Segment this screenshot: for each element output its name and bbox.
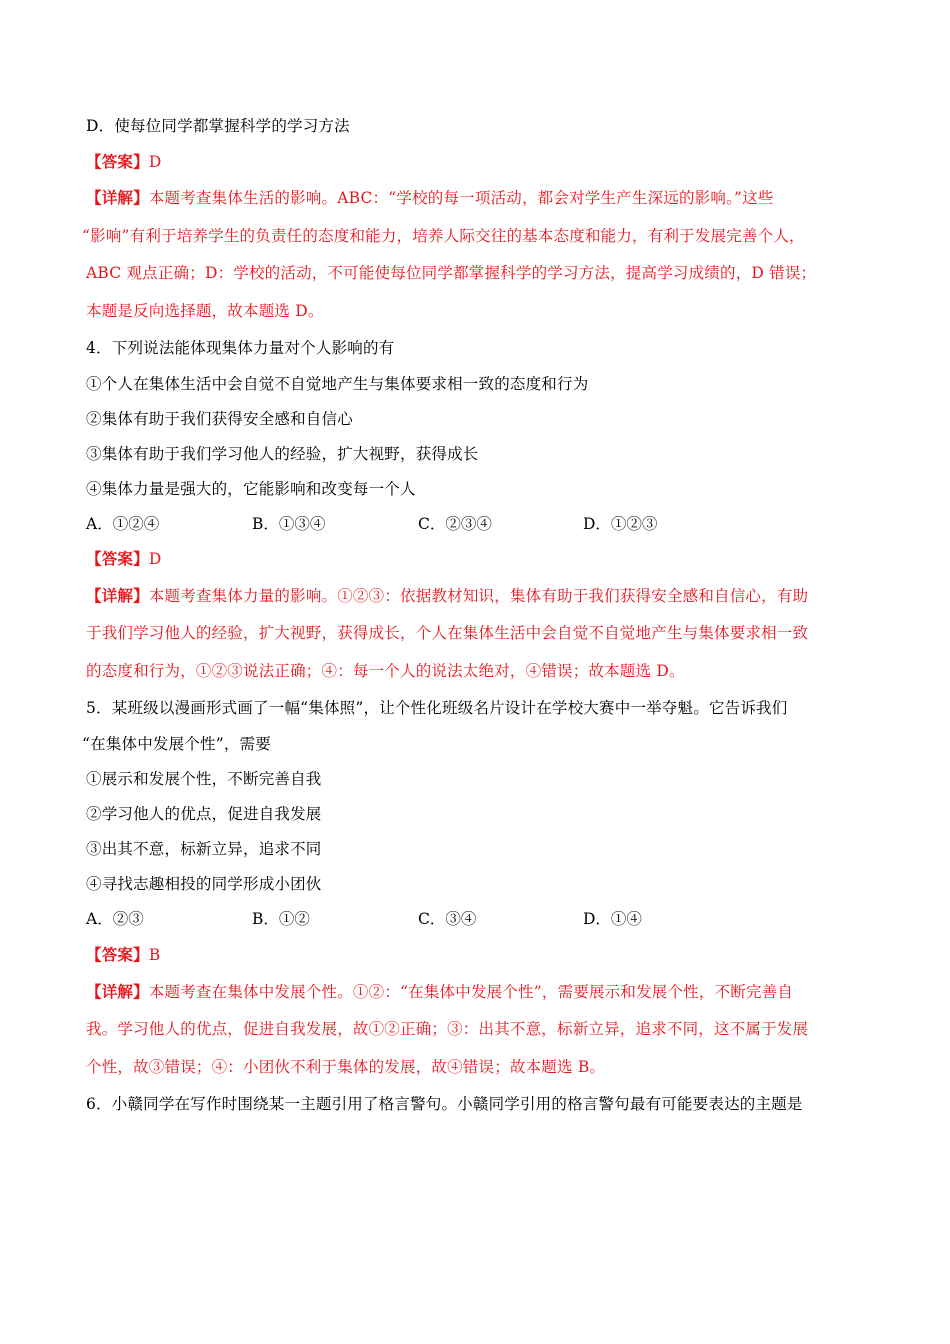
answer-value: D bbox=[148, 153, 162, 171]
q4-options bbox=[86, 514, 876, 534]
detail-label: 【详解】 bbox=[86, 982, 149, 1001]
answer-value: B bbox=[148, 946, 161, 964]
q4-statement-3: ③集体有助于我们学习他人的经验，扩大视野，获得成长 bbox=[86, 445, 479, 463]
q5-statement-4: ④寻找志趣相投的同学形成小团伙 bbox=[86, 875, 322, 893]
q4-detail-line-2: 于我们学习他人的经验，扩大视野，获得成长，个人在集体生活中会自觉不自觉地产生与集体要求相一致 bbox=[86, 624, 809, 642]
q4-detail-line-1 bbox=[86, 586, 808, 606]
q5-stem-line-1: 5．某班级以漫画形式画了一幅“集体照”，让个性化班级名片设计在学校大赛中一举夺魁。它告诉我们 bbox=[86, 699, 788, 717]
q4-statement-2: ②集体有助于我们获得安全感和自信心 bbox=[86, 410, 353, 428]
answer-label: 【答案】 bbox=[86, 945, 149, 964]
q5-option-c: C．③④ bbox=[418, 910, 477, 928]
q5-option-d: D．①④ bbox=[583, 910, 642, 928]
q5-option-a: A．②③ bbox=[86, 910, 144, 928]
detail-label: 【详解】 bbox=[86, 586, 149, 605]
q4-option-c: C．②③④ bbox=[418, 515, 492, 533]
q3-detail-line-3: ABC 观点正确；D：学校的活动，不可能使每位同学都掌握科学的学习方法，提高学习成绩的，D 错误； bbox=[86, 264, 817, 282]
q4-statement-1: ①个人在集体生活中会自觉不自觉地产生与集体要求相一致的态度和行为 bbox=[86, 375, 589, 393]
q3-detail-line-1 bbox=[86, 188, 774, 208]
q6-stem: 6．小赣同学在写作时围绕某一主题引用了格言警句。小赣同学引用的格言警句最有可能要表达的主题是 bbox=[86, 1095, 803, 1113]
q4-detail-line-3: 的态度和行为，①②③说法正确；④：每一个人的说法太绝对，④错误；故本题选 D。 bbox=[86, 662, 685, 680]
q5-detail-line-1 bbox=[86, 982, 793, 1002]
q3-detail-line-4: 本题是反向选择题，故本题选 D。 bbox=[86, 302, 324, 320]
q5-options bbox=[86, 909, 876, 929]
q5-statement-1: ①展示和发展个性，不断完善自我 bbox=[86, 770, 322, 788]
answer-label: 【答案】 bbox=[86, 549, 149, 568]
q5-statement-3: ③出其不意，标新立异，追求不同 bbox=[86, 840, 322, 858]
q5-detail-line-2: 我。学习他人的优点，促进自我发展，故①②正确；③：出其不意，标新立异，追求不同，这不属于发展 bbox=[86, 1020, 809, 1038]
q3-detail-line-2: “影响”有利于培养学生的负责任的态度和能力，培养人际交往的基本态度和能力，有利于发展完善个人， bbox=[82, 227, 805, 245]
q3-option-d: D．使每位同学都掌握科学的学习方法 bbox=[86, 117, 350, 135]
q5-stem-line-2: “在集体中发展个性”，需要 bbox=[82, 735, 271, 753]
q5-option-b: B．①② bbox=[252, 910, 310, 928]
answer-value: D bbox=[148, 550, 162, 568]
detail-text: 本题考查集体生活的影响。ABC：“学校的每一项活动，都会对学生产生深远的影响。”这些 bbox=[148, 189, 774, 207]
detail-text: 本题考查集体力量的影响。①②③：依据教材知识，集体有助于我们获得安全感和自信心，有助 bbox=[148, 587, 809, 605]
q4-option-a: A．①②④ bbox=[86, 515, 160, 533]
q4-statement-4: ④集体力量是强大的，它能影响和改变每一个人 bbox=[86, 480, 416, 498]
q5-answer bbox=[86, 945, 160, 965]
answer-label: 【答案】 bbox=[86, 152, 149, 171]
q5-statement-2: ②学习他人的优点，促进自我发展 bbox=[86, 805, 322, 823]
q4-option-d: D．①②③ bbox=[583, 515, 658, 533]
q4-answer bbox=[86, 549, 161, 569]
q4-stem: 4．下列说法能体现集体力量对个人影响的有 bbox=[86, 339, 395, 357]
detail-text: 本题考查在集体中发展个性。①②：“在集体中发展个性”，需要展示和发展个性，不断完善自 bbox=[148, 983, 794, 1001]
q5-detail-line-3: 个性，故③错误；④：小团伙不利于集体的发展，故④错误；故本题选 B。 bbox=[86, 1058, 606, 1076]
q3-answer bbox=[86, 152, 161, 172]
detail-label: 【详解】 bbox=[86, 188, 149, 207]
q4-option-b: B．①③④ bbox=[252, 515, 326, 533]
